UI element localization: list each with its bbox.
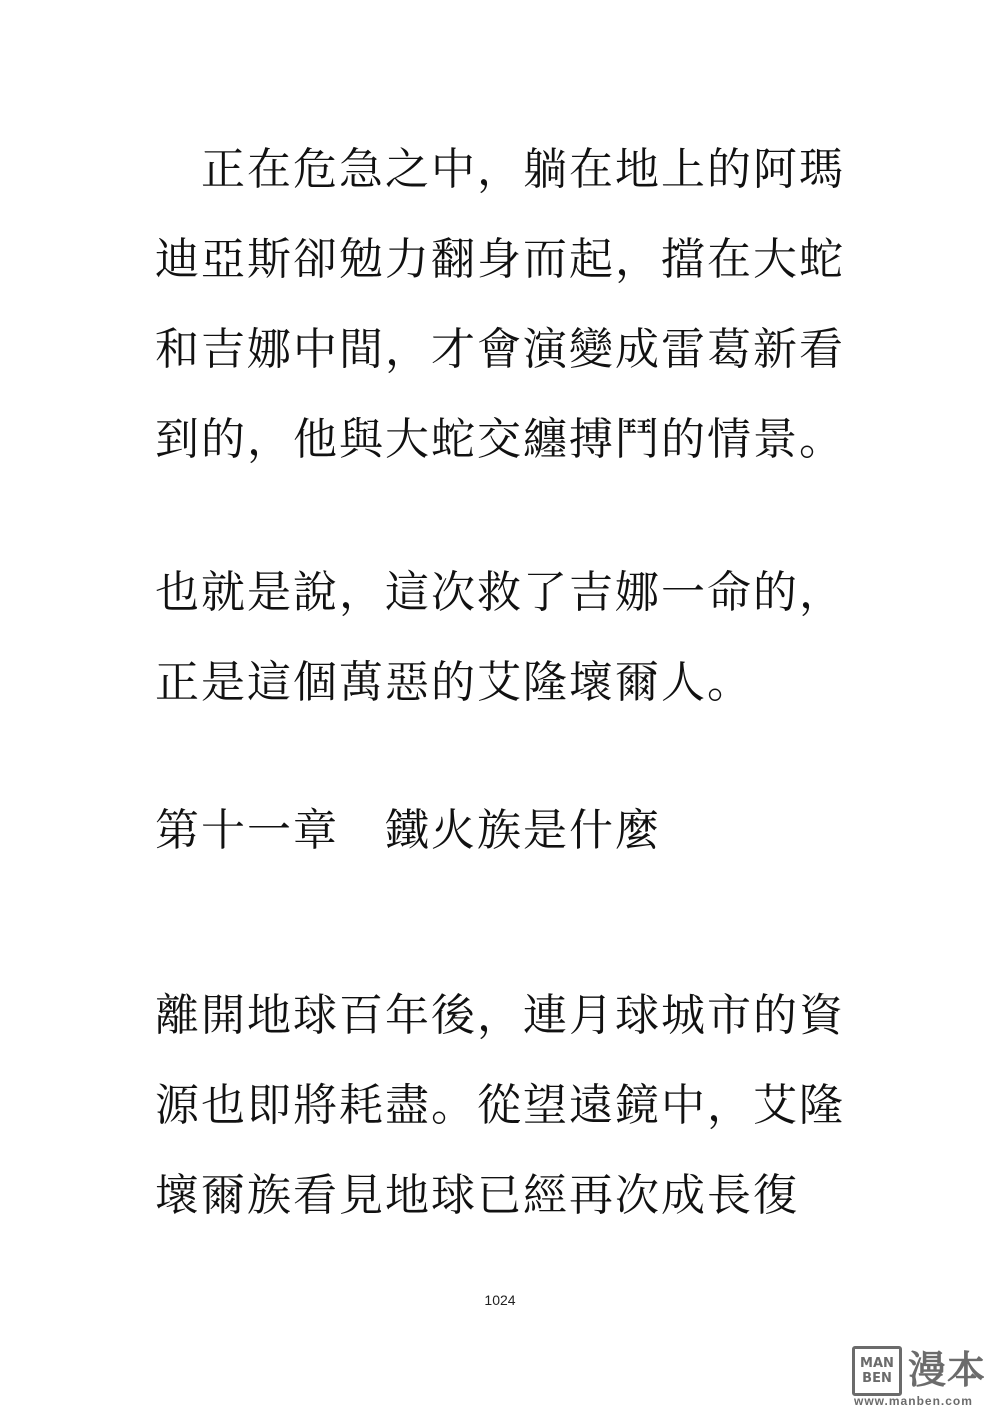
text-line: 也就是說，這次救了吉娜一命的， bbox=[155, 567, 845, 618]
watermark-url: www.manben.com bbox=[854, 1394, 973, 1408]
text-line: 正是這個萬惡的艾隆壞爾人。 bbox=[155, 657, 753, 708]
text-line: 離開地球百年後，連月球城市的資 bbox=[155, 990, 845, 1041]
watermark-seal-bottom: BEN bbox=[862, 1371, 892, 1386]
text-line: 到的，他與大蛇交纏搏鬥的情景。 bbox=[155, 414, 845, 465]
watermark-seal bbox=[852, 1346, 902, 1396]
text-line: 正在危急之中，躺在地上的阿瑪 bbox=[155, 144, 845, 195]
watermark-logo-text: 漫本 bbox=[908, 1347, 987, 1392]
text-line: 迪亞斯卻勉力翻身而起，擋在大蛇 bbox=[155, 234, 845, 285]
page-number: 1024 bbox=[484, 1292, 516, 1308]
watermark-seal-top: MAN bbox=[860, 1356, 894, 1371]
watermark-logo bbox=[852, 1346, 992, 1408]
chapter-title: 第十一章 鐵火族是什麼 bbox=[155, 805, 661, 856]
text-line: 源也即將耗盡。從望遠鏡中，艾隆 bbox=[155, 1080, 845, 1131]
text-line: 和吉娜中間，才會演變成雷葛新看 bbox=[155, 324, 845, 375]
text-line: 壞爾族看見地球已經再次成長復 bbox=[155, 1170, 799, 1221]
